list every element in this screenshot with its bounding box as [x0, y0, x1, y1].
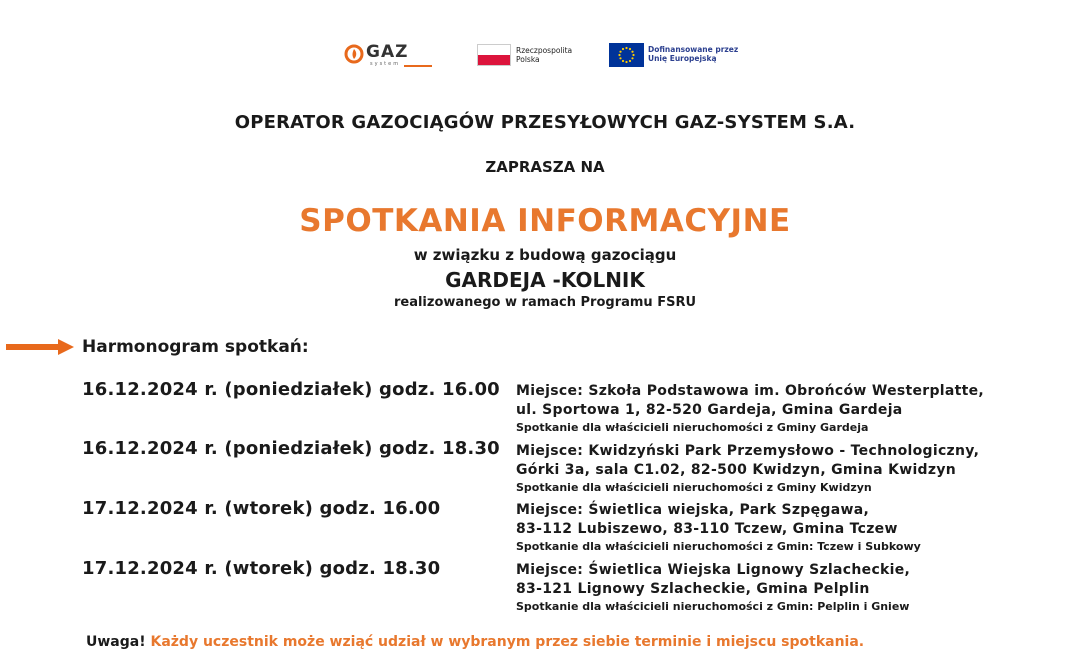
gaz-logo-underline: [404, 65, 432, 67]
eu-flag-icon: [609, 43, 644, 67]
operator-heading: OPERATOR GAZOCIĄGÓW PRZESYŁOWYCH GAZ-SYSTEM S.A.: [234, 112, 856, 133]
meeting-place: [516, 382, 984, 436]
meeting-audience: Spotkanie dla właścicieli nieruchomości z Gmin: Tczew i Subkowy: [516, 540, 921, 553]
meeting-venue: Miejsce: Świetlica Wiejska Lignowy Szlacheckie,: [516, 562, 911, 578]
meeting-place: [516, 442, 979, 496]
meeting-place: [516, 561, 910, 615]
arrow-right-icon: [6, 339, 74, 355]
gaz-system-logo: [344, 44, 434, 68]
attention-label: Uwaga!: [86, 634, 146, 650]
attention-note: [86, 634, 864, 650]
meeting-venue: Miejsce: Świetlica wiejska, Park Szpęgawa,: [516, 502, 870, 518]
meeting-place: [516, 501, 921, 555]
gaz-logo-text: GAZ: [366, 42, 409, 62]
meeting-date: 16.12.2024 r. (poniedziałek) godz. 16.00: [82, 379, 500, 400]
meeting-audience: Spotkanie dla właścicieli nieruchomości z Gmin: Pelplin i Gniew: [516, 600, 910, 613]
rp-logo-text: Rzeczpospolita Polska: [516, 46, 573, 64]
logo-bar: [0, 40, 1080, 72]
meeting-audience: Spotkanie dla właścicieli nieruchomości z Gminy Gardeja: [516, 421, 869, 434]
program-text: realizowanego w ramach Programu FSRU: [393, 295, 697, 310]
subtitle: w związku z budową gazociągu: [413, 246, 677, 264]
gaz-flame-icon: [344, 44, 364, 64]
meeting-venue: Miejsce: Szkoła Podstawowa im. Obrońców Westerplatte,: [516, 383, 985, 399]
meeting-date: 17.12.2024 r. (wtorek) godz. 16.00: [82, 498, 441, 519]
poland-flag-icon: [477, 44, 511, 66]
eu-logo-text: Dofinansowane przez Unię Europejską: [648, 45, 739, 63]
meeting-address: 83-121 Lignowy Szlacheckie, Gmina Pelplin: [516, 581, 870, 597]
attention-text: Każdy uczestnik może wziąć udział w wybranym przez siebie terminie i miejscu spotkania.: [150, 634, 865, 650]
pipeline-name: GARDEJA -KOLNIK: [445, 268, 645, 292]
meeting-venue: Miejsce: Kwidzyński Park Przemysłowo - Technologiczny,: [516, 443, 980, 459]
invite-text: ZAPRASZA NA: [485, 158, 605, 176]
schedule-label: Harmonogram spotkań:: [82, 337, 309, 357]
page-title: SPOTKANIA INFORMACYJNE: [299, 203, 791, 239]
meeting-date: 16.12.2024 r. (poniedziałek) godz. 18.30: [82, 438, 500, 459]
meeting-address: 83-112 Lubiszewo, 83-110 Tczew, Gmina Tczew: [516, 521, 898, 537]
meeting-audience: Spotkanie dla właścicieli nieruchomości z Gminy Kwidzyn: [516, 481, 872, 494]
meeting-address: Górki 3a, sala C1.02, 82-500 Kwidzyn, Gmina Kwidzyn: [516, 462, 957, 478]
gaz-logo-subtext: system: [370, 61, 401, 67]
meeting-address: ul. Sportowa 1, 82-520 Gardeja, Gmina Gardeja: [516, 402, 903, 418]
meeting-date: 17.12.2024 r. (wtorek) godz. 18.30: [82, 558, 441, 579]
